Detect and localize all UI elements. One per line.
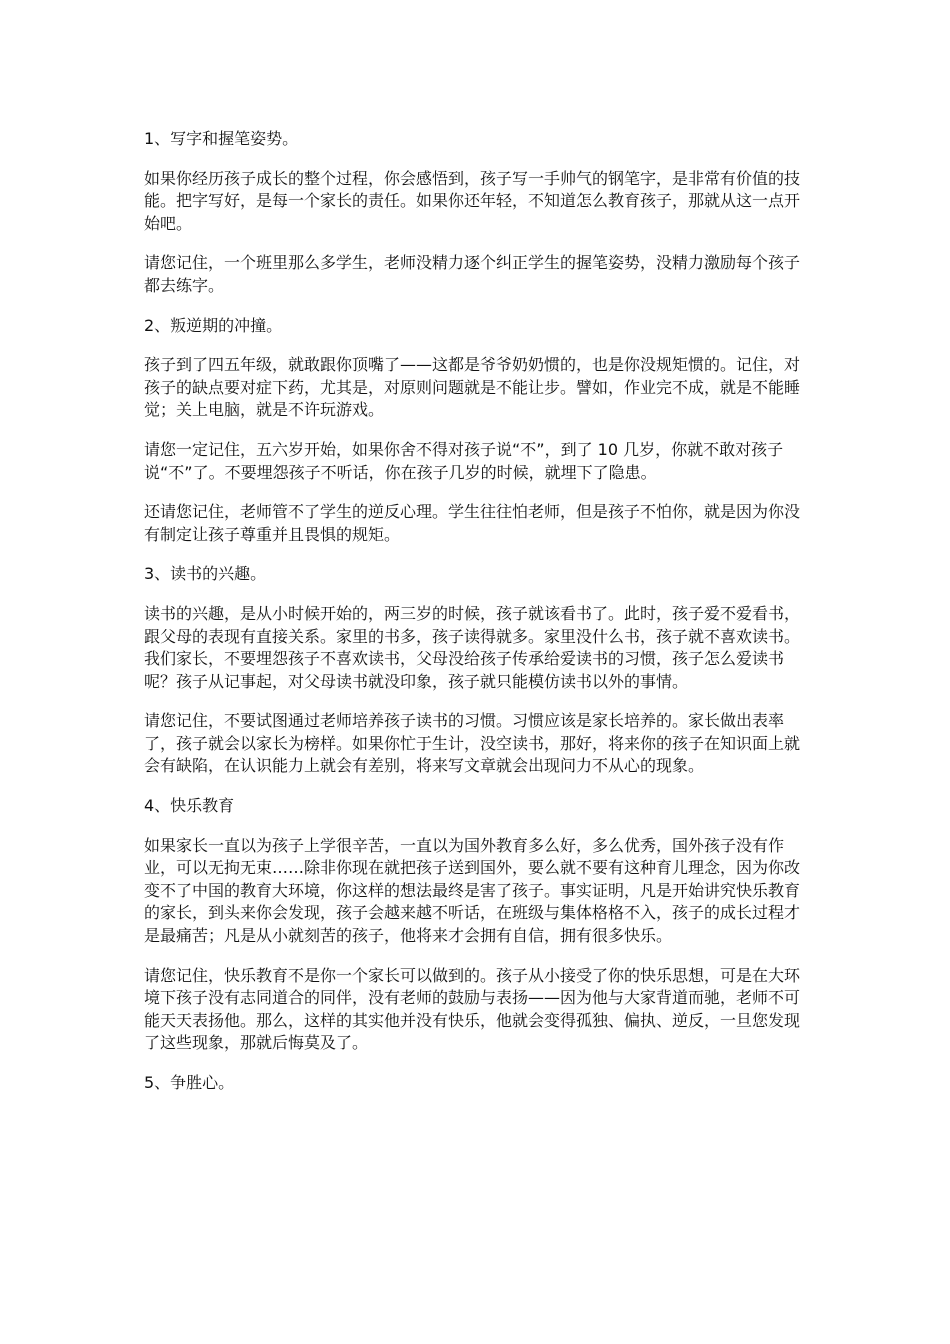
section-heading-5: 5、争胜心。 (144, 1073, 235, 1092)
document-body (144, 128, 808, 1112)
paragraph: 请您记住，快乐教育不是你一个家长可以做到的。孩子从小接受了你的快乐思想，可是在大环境下孩子没有志同道合的同伴，没有老师的鼓励与表扬——因为他与大家背道而驰，老师不可能天天表扬他。那么，这样的其实他并没有快乐，他就会变得孤独、偏执、逆反，一旦您发现了这些现象，那就后悔莫及了。 (144, 965, 801, 1053)
paragraph: 还请您记住，老师管不了学生的逆反心理。学生往往怕老师，但是孩子不怕你，就是因为你没有制定让孩子尊重并且畏惧的规矩。 (144, 502, 801, 544)
paragraph: 请您记住，一个班里那么多学生，老师没精力逐个纠正学生的握笔姿势，没精力激励每个孩子都去练字。 (144, 253, 801, 295)
section-heading-1: 1、写字和握笔姿势。 (144, 129, 299, 148)
section-heading-4: 4、快乐教育 (144, 796, 235, 816)
section-heading-3: 3、读书的兴趣。 (144, 564, 267, 584)
paragraph: 请您记住，不要试图通过老师培养孩子读书的习惯。习惯应该是家长培养的。家长做出表率了，孩子就会以家长为榜样。如果你忙于生计，没空读书，那好，将来你的孩子在知识面上就会有缺陷，在认识能力上就会有差别，将来写文章就会出现问力不从心的现象。 (144, 711, 801, 776)
paragraph: 读书的兴趣，是从小时候开始的，两三岁的时候，孩子就该看书了。此时，孩子爱不爱看书，跟父母的表现有直接关系。家里的书多，孩子读得就多。家里没什么书，孩子就不喜欢读书。我们家长，不要埋怨孩子不喜欢读书，父母没给孩子传承给爱读书的习惯，孩子怎么爱读书呢？孩子从记事起，对父母读书就没印象，孩子就只能模仿读书以外的事情。 (144, 603, 801, 691)
paragraph: 孩子到了四五年级，就敢跟你顶嘴了——这都是爷爷奶奶惯的，也是你没规矩惯的。记住，对孩子的缺点要对症下药，尤其是，对原则问题就是不能让步。譬如，作业完不成，就是不能睡觉；关上电脑，就是不许玩游戏。 (144, 355, 801, 420)
paragraph: 请您一定记住，五六岁开始，如果你舍不得对孩子说“不”，到了 10 几岁，你就不敢对孩子说“不”了。不要埋怨孩子不听话，你在孩子几岁的时候，就埋下了隐患。 (144, 439, 784, 482)
section-heading-2: 2、叛逆期的冲撞。 (144, 315, 283, 335)
paragraph: 如果你经历孩子成长的整个过程，你会感悟到，孩子写一手帅气的钢笔字，是非常有价值的技能。把字写好，是每一个家长的责任。如果你还年轻，不知道怎么教育孩子，那就从这一点开始吧。 (144, 168, 801, 233)
paragraph: 如果家长一直以为孩子上学很辛苦，一直以为国外教育多么好，多么优秀，国外孩子没有作业，可以无拘无束……除非你现在就把孩子送到国外，要么就不要有这种育儿理念，因为你改变不了中国的教育大环境，你这样的想法最终是害了孩子。事实证明，凡是开始讲究快乐教育的家长，到头来你会发现，孩子会越来越不听话，在班级与集体格格不入，孩子的成长过程才是最痛苦；凡是从小就刻苦的孩子，他将来才会拥有自信，拥有很多快乐。 (144, 835, 801, 946)
